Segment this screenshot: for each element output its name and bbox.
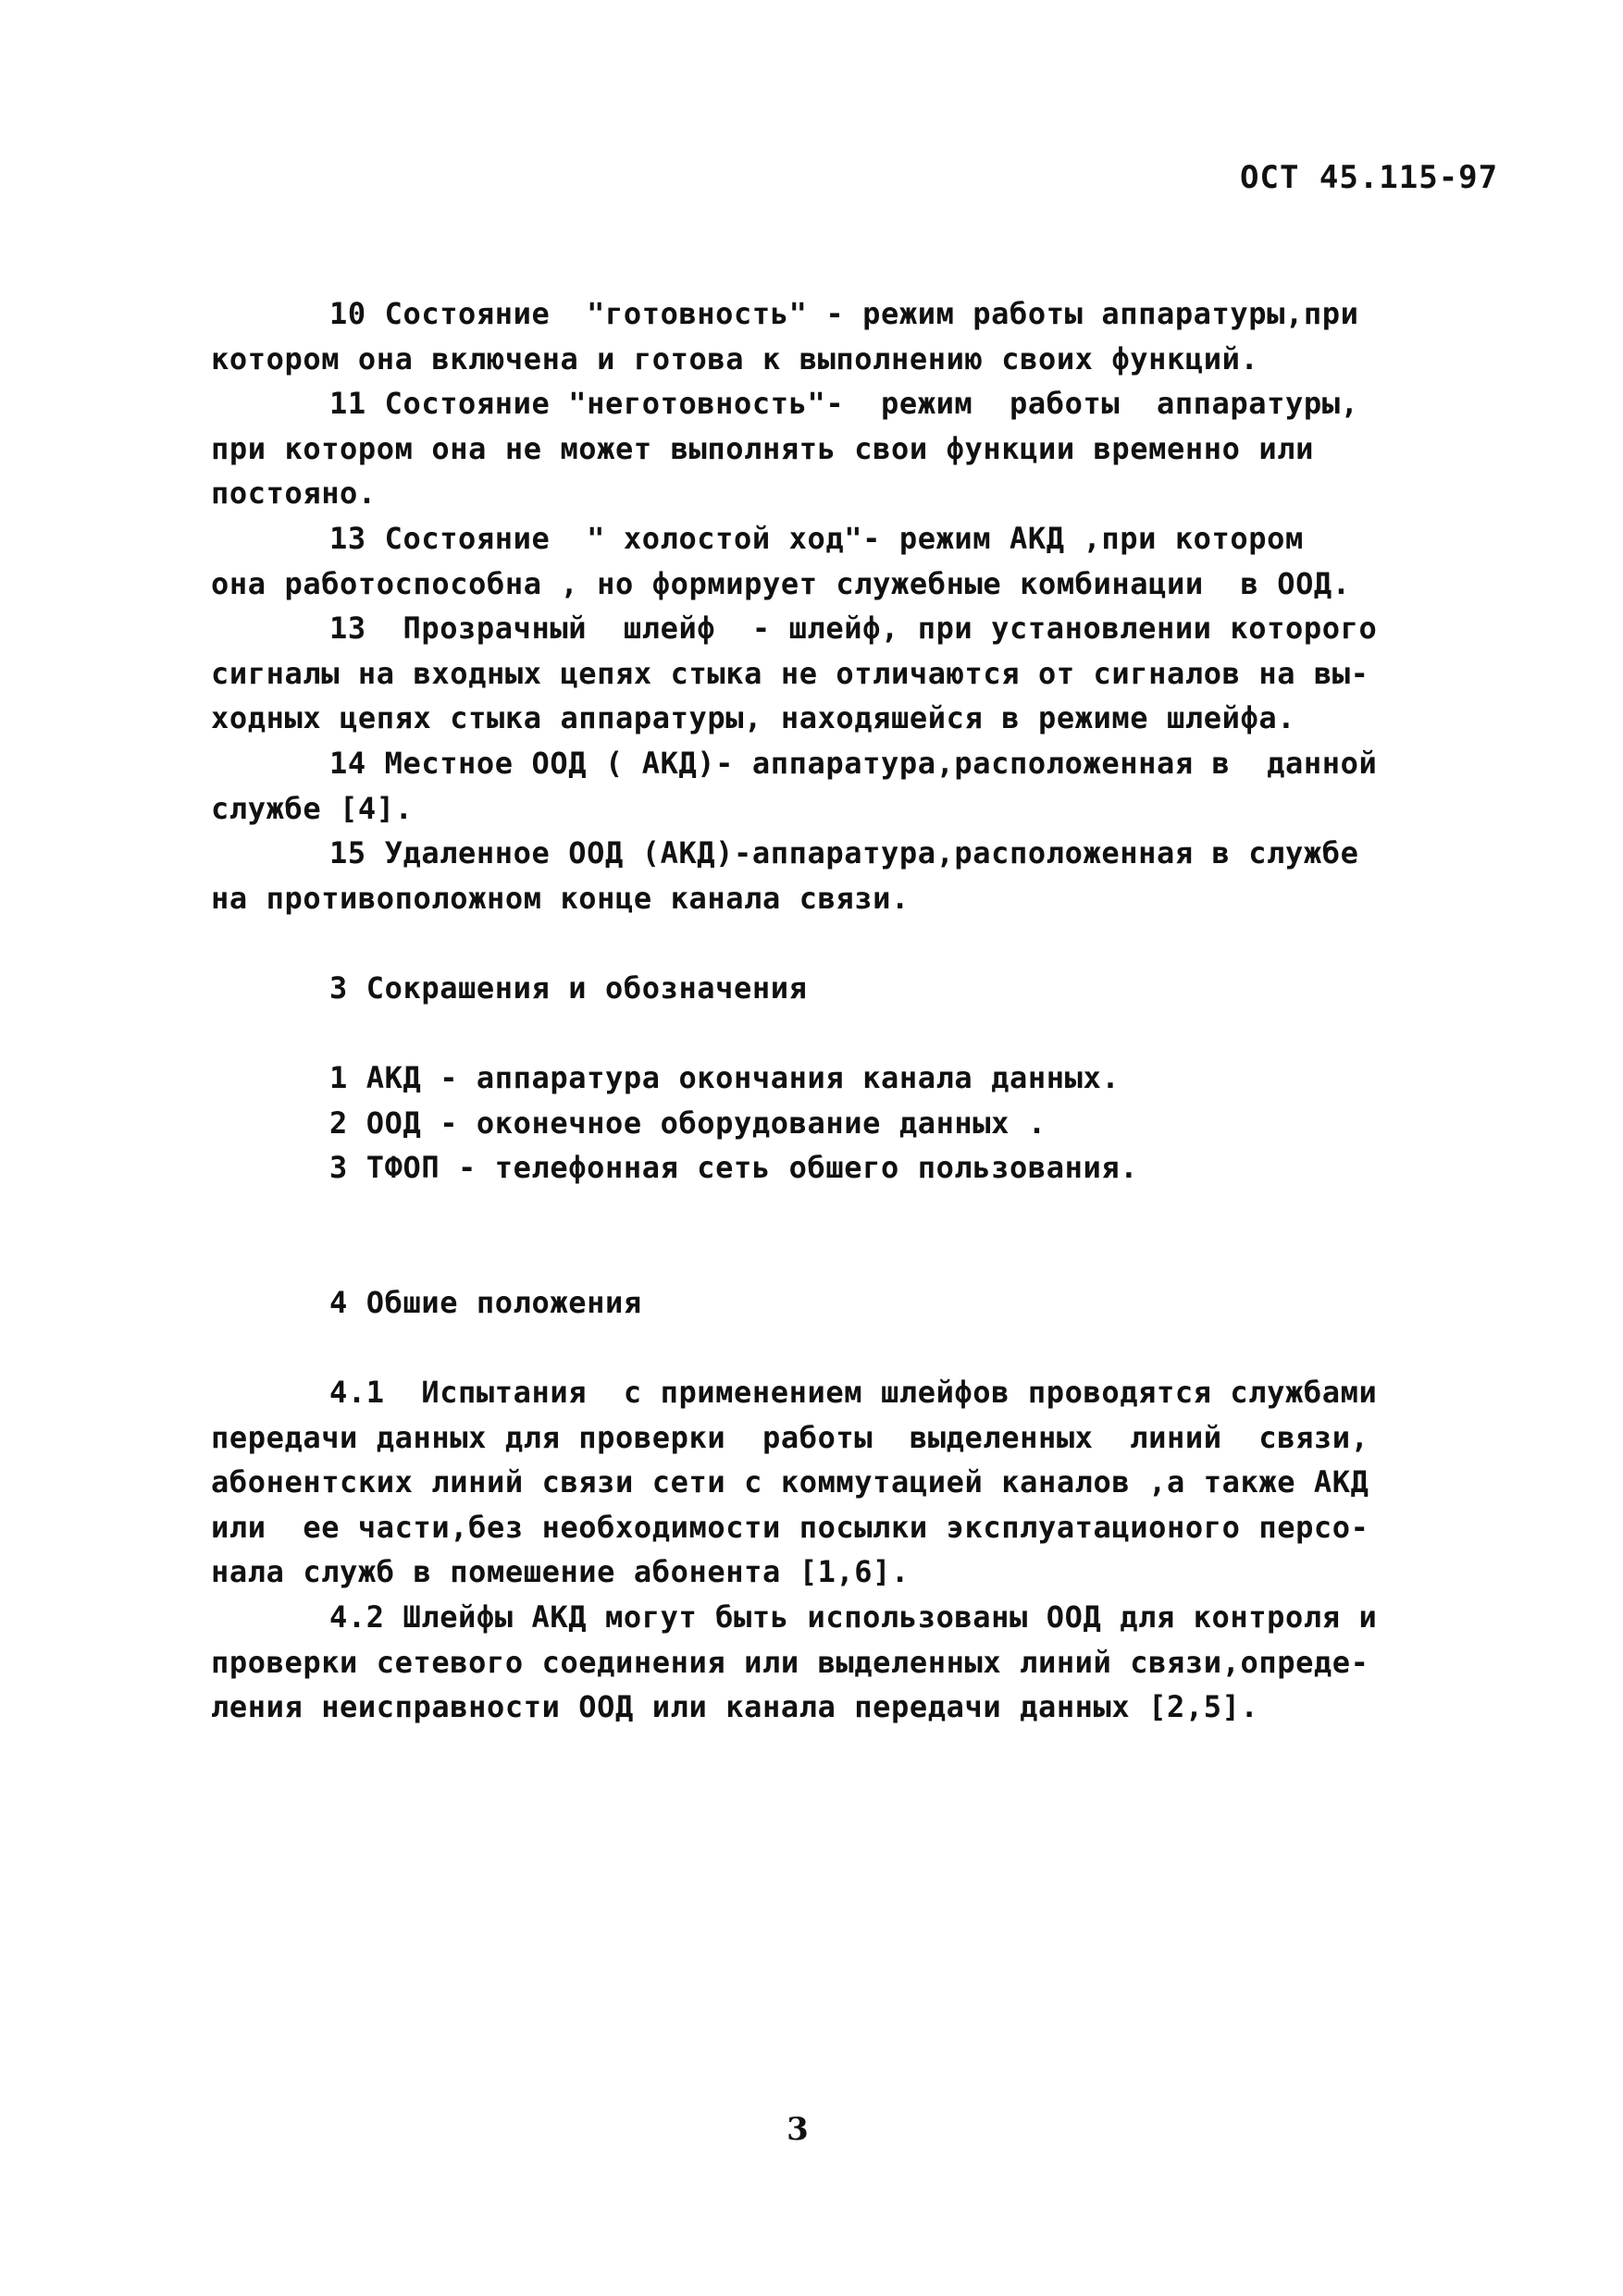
text-line: службе [4]. [211, 790, 414, 826]
text-line: 10 Состояние "готовность" - режим работы аппаратуры,при [329, 296, 1359, 331]
text-line: нала служб в помешение абонента [1,6]. [211, 1554, 910, 1590]
spacer [211, 1325, 1525, 1370]
text-line: 13 Прозрачный шлейф - шлейф, при установлении которого [329, 611, 1378, 647]
text-line: ходных цепях стыка аппаратуры, находяшейся в режиме шлейфа. [211, 700, 1296, 736]
text-line: проверки сетевого соединения или выделенных линий связи,опреде- [211, 1644, 1369, 1680]
text-line: она работоспособна , но формирует служебные комбинации в ООД. [211, 565, 1351, 601]
list-item: 2 ООД - оконечное оборудование данных . [329, 1105, 1047, 1141]
text-line: сигналы на входных цепях стыка не отличаются от сигналов на вы- [211, 655, 1369, 691]
spacer [211, 1191, 1525, 1280]
text-line: или ее части,без необходимости посылки эксплуатационого персо- [211, 1509, 1369, 1545]
text-line: ления неисправности ООД или канала передачи данных [2,5]. [211, 1689, 1259, 1725]
spacer [211, 1011, 1525, 1056]
section-heading: 4 Обшие положения [329, 1284, 642, 1320]
text-line: абонентских линий связи сети с коммутацией каналов ,а также АКД [211, 1464, 1369, 1500]
text-line: 11 Состояние "неготовность"- режим работы аппаратуры, [329, 386, 1359, 422]
text-line: 13 Состояние " холостой ход"- режим АКД ,при котором [329, 520, 1304, 556]
text-line: при котором она не может выполнять свои функции временно или [211, 430, 1314, 466]
text-line: 4.1 Испытания с применением шлейфов проводятся службами [329, 1375, 1378, 1411]
text-line: 14 Местное ООД ( АКД)- аппаратура,расположенная в данной [329, 745, 1378, 781]
text-line: постояно. [211, 475, 377, 512]
text-line: 4.2 Шлейфы АКД могут быть использованы ООД для контроля и [329, 1599, 1378, 1636]
text-line: 15 Удаленное ООД (АКД)-аппаратура,расположенная в службе [329, 835, 1359, 871]
text-line: на противоположном конце канала связи. [211, 880, 910, 916]
list-item: 1 АКД - аппаратура окончания канала данных. [329, 1060, 1121, 1096]
body-text [211, 291, 1525, 1730]
text-line: котором она включена и готова к выполнению своих функций. [211, 340, 1259, 376]
list-item: 3 ТФОП - телефонная сеть обшего пользования. [329, 1150, 1139, 1186]
section-heading: 3 Сокрашения и обозначения [329, 969, 808, 1006]
text-line: передачи данных для проверки работы выделенных линий связи, [211, 1419, 1369, 1455]
spacer [211, 920, 1525, 966]
page-number: 3 [787, 2111, 809, 2148]
document-code: ОСТ 45.115-97 [1240, 159, 1499, 196]
